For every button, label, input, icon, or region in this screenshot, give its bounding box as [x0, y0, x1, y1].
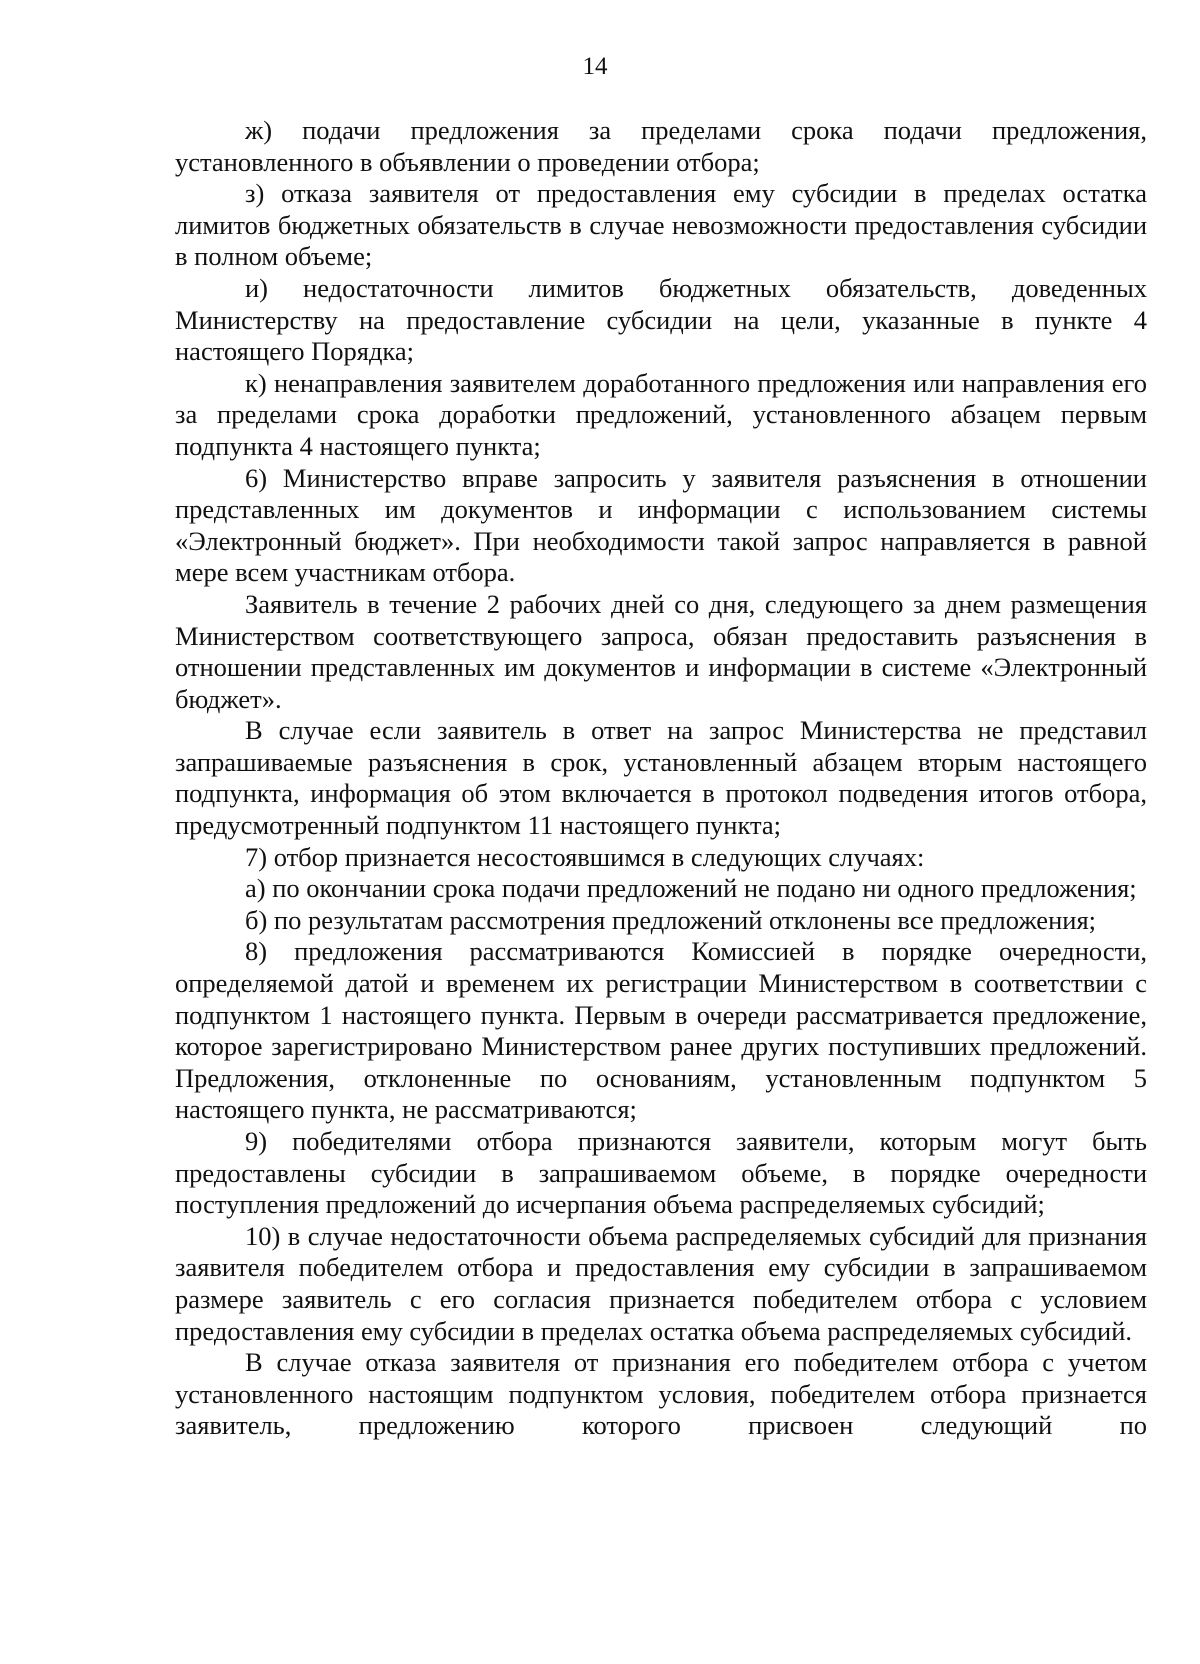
paragraph-8: 8) предложения рассматриваются Комиссией в порядке очередности, определяемой датой и временем их регистрации Министерством в соответствии с подпунктом 1 настоящего пункта. Первым в очереди рассматривается предложение, которое зарегистрировано Министерством ранее других поступивших предложений. Предложения, отклоненные по основаниям, установленным подпунктом 5 настоящего пункта, не рассматриваются;: [175, 936, 1147, 1125]
paragraph-no-response: В случае если заявитель в ответ на запрос Министерства не представил запрашиваемые разъяснения в срок, установленный абзацем вторым настоящего подпункта, информация об этом включается в протокол подведения итогов отбора, предусмотренный подпунктом 11 настоящего пункта;: [175, 715, 1147, 841]
paragraph-9: 9) победителями отбора признаются заявители, которым могут быть предоставлены субсидии в запрашиваемом объеме, в порядке очередности поступления предложений до исчерпания объема распределяемых субсидий;: [175, 1126, 1147, 1220]
document-body: [175, 115, 1147, 1442]
paragraph-6: 6) Министерство вправе запросить у заявителя разъяснения в отношении представленных им документов и информации с использованием системы «Электронный бюджет». При необходимости такой запрос направляется в равной мере всем участникам отбора.: [175, 462, 1147, 588]
paragraph-7: 7) отбор признается несостоявшимся в следующих случаях:: [245, 841, 925, 872]
paragraph-i: и) недостаточности лимитов бюджетных обязательств, доведенных Министерству на предоставление субсидии на цели, указанные в пункте 4 настоящего Порядка;: [175, 272, 1147, 367]
paragraph-zh: ж) подачи предложения за пределами срока подачи предложения, установленного в объявлении о проведении отбора;: [175, 115, 1147, 177]
paragraph-7a: а) по окончании срока подачи предложений не подано ни одного предложения;: [245, 873, 1137, 904]
page-number: 14: [582, 53, 608, 80]
paragraph-k: к) ненаправления заявителем доработанного предложения или направления его за пределами срока доработки предложений, установленного абзацем первым подпункта 4 настоящего пункта;: [175, 367, 1147, 461]
paragraph-10: 10) в случае недостаточности объема распределяемых субсидий для признания заявителя победителем отбора и предоставления ему субсидии в запрашиваемом размере заявитель с его согласия признается победителем отбора с условием предоставления ему субсидии в пределах остатка объема распределяемых субсидий.: [175, 1220, 1147, 1346]
paragraph-applicant-response: Заявитель в течение 2 рабочих дней со дня, следующего за днем размещения Министерством соответствующего запроса, обязан предоставить разъяснения в отношении представленных им документов и информации в системе «Электронный бюджет».: [175, 588, 1147, 714]
paragraph-7b: б) по результатам рассмотрения предложений отклонены все предложения;: [245, 904, 1096, 935]
paragraph-z: з) отказа заявителя от предоставления ему субсидии в пределах остатка лимитов бюджетных обязательств в случае невозможности предоставления субсидии в полном объеме;: [175, 178, 1147, 272]
paragraph-refusal: В случае отказа заявителя от признания его победителем отбора с учетом установленного настоящим подпунктом условия, победителем отбора признается заявитель, предложению которого присвоен следующий по: [175, 1347, 1147, 1441]
